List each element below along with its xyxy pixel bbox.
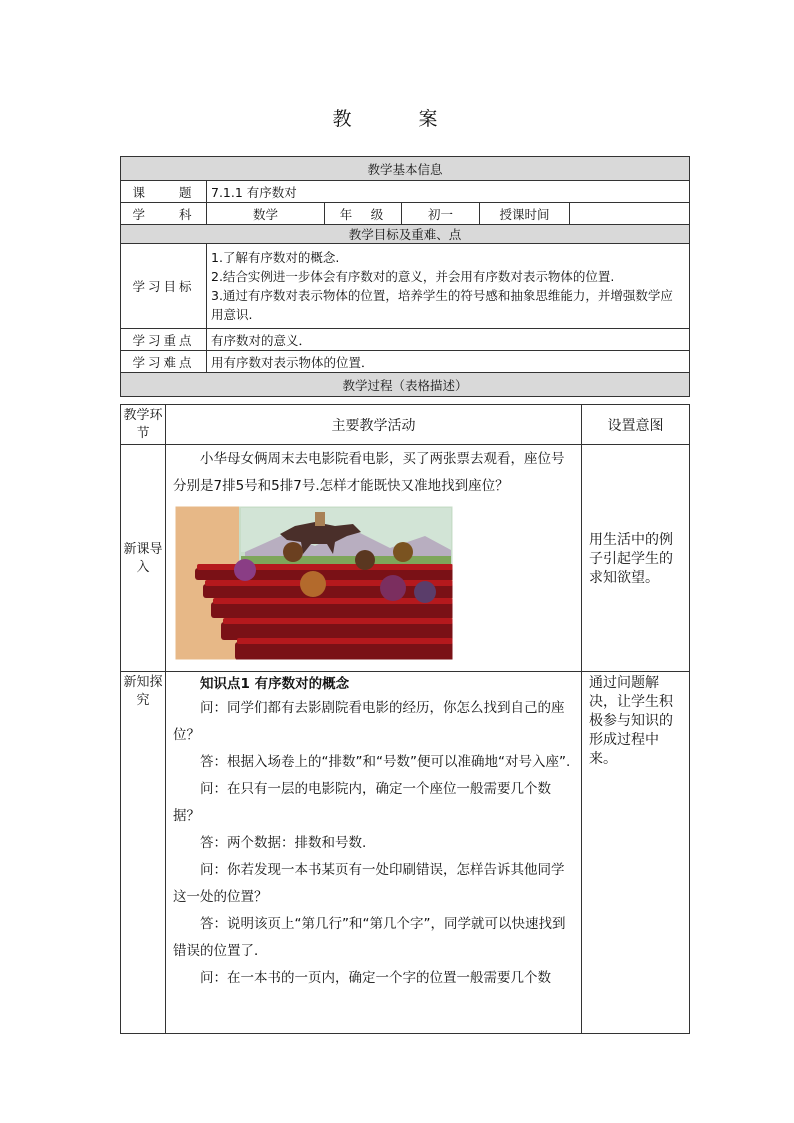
- subject-label: 学 科: [121, 203, 207, 225]
- basic-info-table: [120, 156, 690, 397]
- explore-activity: [166, 672, 582, 1034]
- col-stage-header: 教学环节: [121, 405, 166, 445]
- knowledge-point-title: 知识点1 有序数对的概念: [200, 676, 350, 692]
- time-label: 授课时间: [480, 203, 570, 225]
- difficulty-label: 学习难点: [121, 351, 207, 373]
- topic-label: 课 题: [121, 181, 207, 203]
- explore-paragraph: 答：两个数据：排数和号数.: [200, 835, 367, 851]
- stage-intro: 新课导入: [121, 445, 166, 672]
- doc-title: 教 案: [332, 108, 462, 130]
- learning-goal-list: [207, 244, 690, 329]
- explore-paragraph: 问：在一本书的一页内，确定一个字的位置一般需要几个数: [200, 970, 551, 986]
- process-header: 教学过程（表格描述）: [121, 373, 690, 397]
- intro-activity: [166, 445, 582, 672]
- explore-intent: 通过问题解决，让学生积极参与知识的形成过程中来。: [582, 672, 690, 1034]
- explore-paragraph: 答：说明该页上“第几行”和“第几个字”，同学就可以快速找到错误的位置了．: [173, 916, 566, 959]
- goal-item: 2.结合实例进一步体会有序数对的意义，并会用有序数对表示物体的位置.: [211, 269, 615, 284]
- difficulty-value: 用有序数对表示物体的位置．: [207, 351, 690, 373]
- intro-paragraph: 小华母女俩周末去电影院看电影，买了两张票去观看，座位号分别是7排5号和5排7号.怎样才能既快又准地找到座位？: [173, 451, 565, 494]
- subject-value: 数学: [207, 203, 325, 225]
- explore-paragraph: 问：在只有一层的电影院内，确定一个座位一般需要几个数据？: [173, 781, 551, 824]
- stage-explore: 新知探究: [121, 672, 166, 1034]
- explore-paragraph: 问：你若发现一本书某页有一处印刷错误，怎样告诉其他同学这一处的位置？: [173, 862, 565, 905]
- goal-item: 3.通过有序数对表示物体的位置，培养学生的符号感和抽象思维能力，并增强数学应用意识.: [211, 288, 673, 322]
- topic-value: 7.1.1 有序数对: [207, 181, 690, 203]
- process-table: [120, 404, 690, 1034]
- goal-item: 1.了解有序数对的概念.: [211, 250, 340, 265]
- key-point-value: 有序数对的意义．: [207, 329, 690, 351]
- learning-goal-label: 学习目标: [121, 244, 207, 329]
- col-activity-header: 主要教学活动: [166, 405, 582, 445]
- goals-header: 教学目标及重难、点: [121, 225, 690, 244]
- cinema-illustration: [175, 506, 453, 660]
- intro-intent: 用生活中的例子引起学生的求知欲望。: [582, 445, 690, 672]
- col-intent-header: 设置意图: [582, 405, 690, 445]
- basic-info-header: 教学基本信息: [121, 157, 690, 181]
- grade-value: 初一: [402, 203, 480, 225]
- explore-paragraph: 答：根据入场卷上的“排数”和“号数”便可以准确地“对号入座”.: [200, 754, 571, 770]
- time-value: [570, 203, 690, 225]
- grade-label: 年 级: [325, 203, 402, 225]
- explore-paragraph: 问：同学们都有去影剧院看电影的经历，你怎么找到自己的座位？: [173, 700, 565, 743]
- key-point-label: 学习重点: [121, 329, 207, 351]
